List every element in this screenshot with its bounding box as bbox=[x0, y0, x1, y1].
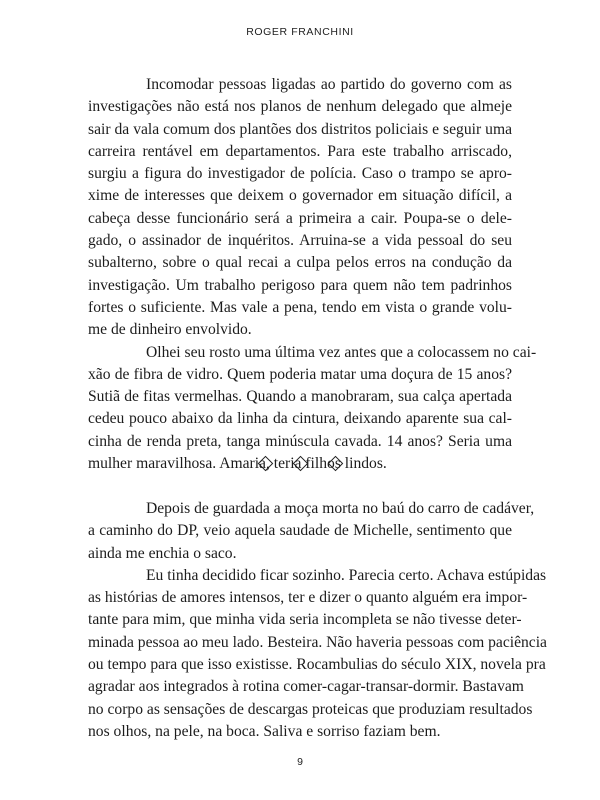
paragraph-line: as histórias de amores intensos, ter e dizer o quanto alguém era impor- bbox=[88, 589, 528, 607]
paragraph-line: Sutiã de fitas vermelhas. Quando a manobraram, sua calça apertada bbox=[88, 388, 512, 406]
paragraph-line: Depois de guardada a moça morta no baú do carro de cadáver, bbox=[146, 500, 535, 517]
paragraph-line: ou tempo para que isso existisse. Rocambulias do século XIX, novela pra bbox=[88, 656, 546, 674]
diamond-icon bbox=[327, 456, 343, 472]
paragraph-line: fortes o suficiente. Mas vale a pena, tendo em vista o grande volu- bbox=[88, 298, 512, 316]
paragraph-line: agradar aos integrados à rotina comer-cagar-transar-dormir. Bastavam bbox=[88, 678, 524, 696]
paragraph-line: Olhei seu rosto uma última vez antes que a colocassem no cai- bbox=[146, 343, 537, 361]
paragraph-line: subalterno, sobre o qual recai a culpa pelos erros na condução da bbox=[88, 254, 512, 272]
section-break-ornament bbox=[0, 458, 600, 469]
paragraph-line: carreira rentável em departamentos. Para este trabalho arriscado, bbox=[88, 142, 512, 160]
paragraph-line: mulher maravilhosa. Amaria, teria filhos lindos. bbox=[88, 455, 387, 473]
paragraph-line: me de dinheiro envolvido. bbox=[88, 321, 252, 339]
diamond-icon bbox=[257, 456, 273, 472]
paragraph-line: cabeça desse funcionário será a primeira a cair. Poupa-se o dele- bbox=[88, 209, 512, 227]
paragraph-line: xão de fibra de vidro. Quem poderia matar uma doçura de 15 anos? bbox=[88, 365, 512, 383]
text-block-lower bbox=[88, 498, 547, 743]
page-number: 9 bbox=[297, 756, 303, 768]
text-block-upper bbox=[88, 74, 537, 475]
paragraph-line: a caminho do DP, veio aquela saudade de Michelle, sentimento que bbox=[88, 522, 512, 540]
paragraph-line: gado, o assinador de inquéritos. Arruina-se a vida pessoal do seu bbox=[88, 232, 512, 250]
paragraph-line: cedeu pouco abaixo da linha da cintura, deixando aparente sua cal- bbox=[88, 410, 512, 428]
paragraph-line: Incomodar pessoas ligadas ao partido do governo com as bbox=[146, 76, 512, 93]
paragraph-line: Eu tinha decidido ficar sozinho. Parecia certo. Achava estúpidas bbox=[146, 566, 547, 584]
diamond-icon bbox=[292, 456, 308, 472]
paragraph-line: investigações não está nos planos de nenhum delegado que almeje bbox=[88, 98, 512, 116]
paragraph-line: sair da vala comum dos plantões dos distritos policiais e seguir uma bbox=[88, 120, 512, 138]
paragraph-line: nos olhos, na pele, na boca. Saliva e sorriso faziam bem. bbox=[88, 722, 441, 740]
paragraph-line: surgiu a figura do investigador de polícia. Caso o trampo se apro- bbox=[88, 165, 512, 183]
running-header-author: ROGER FRANCHINI bbox=[246, 26, 354, 38]
paragraph-line: no corpo as sensações de descargas proteicas que produziam resultados bbox=[88, 700, 533, 718]
paragraph-line: minada pessoa ao meu lado. Besteira. Não haveria pessoas com paciência bbox=[88, 633, 547, 651]
paragraph-line: ainda me enchia o saco. bbox=[88, 544, 237, 562]
paragraph-line: xime de interesses que deixem o governador em situação difícil, a bbox=[88, 187, 512, 205]
paragraph-line: cinha de renda preta, tanga minúscula cavada. 14 anos? Seria uma bbox=[88, 432, 512, 450]
paragraph-line: investigação. Um trabalho perigoso para quem não tem padrinhos bbox=[88, 276, 512, 294]
paragraph-line: tante para mim, que minha vida seria incompleta se não tivesse deter- bbox=[88, 611, 522, 629]
